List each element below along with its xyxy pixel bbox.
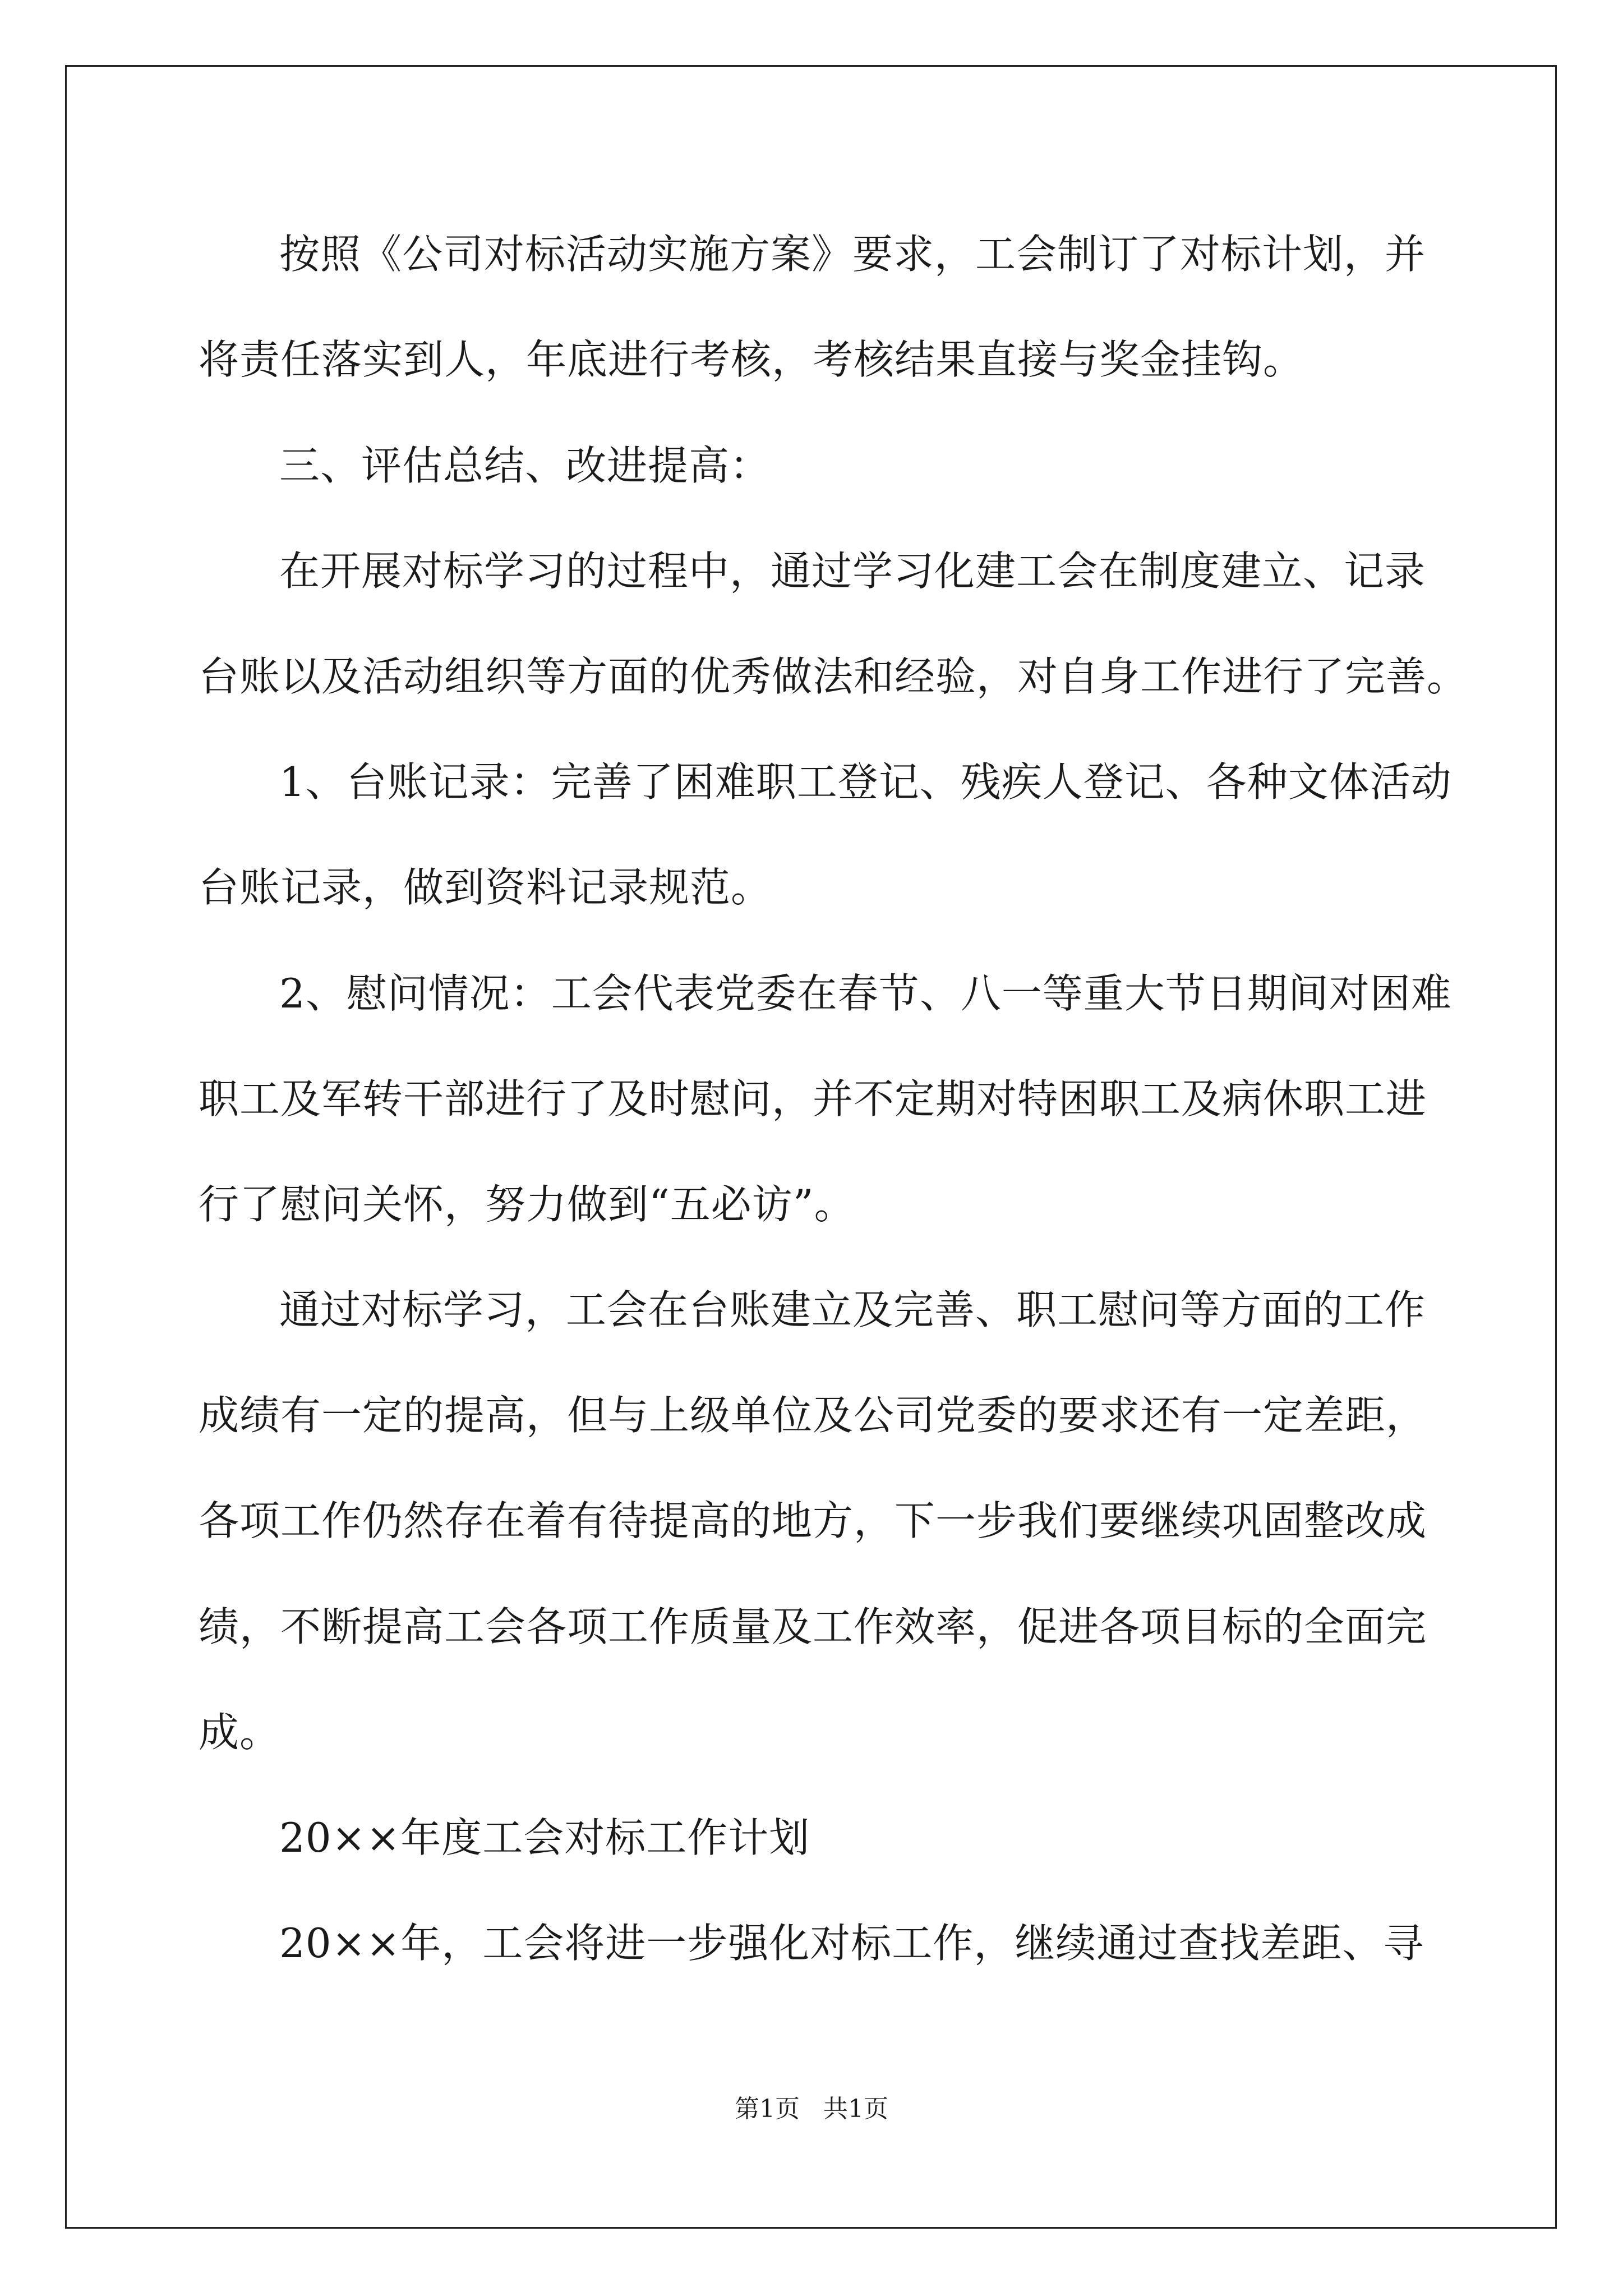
text-line: 按照《公司对标活动实施方案》要求，工会制订了对标计划，并 bbox=[279, 231, 1426, 278]
plan-title: 20××年度工会对标工作计划 bbox=[279, 1814, 810, 1861]
text-line: 2、慰问情况：工会代表党委在春节、八一等重大节日期间对困难 bbox=[279, 970, 1452, 1017]
text-line: 各项工作仍然存在着有待提高的地方，下一步我们要继续巩固整改成 bbox=[199, 1497, 1427, 1544]
text-line: 成。 bbox=[199, 1709, 281, 1756]
text-line: 成绩有一定的提高，但与上级单位及公司党委的要求还有一定差距， bbox=[199, 1392, 1427, 1439]
text-line: 20××年，工会将进一步强化对标工作，继续通过查找差距、寻 bbox=[279, 1920, 1424, 1967]
text-line: 职工及军转干部进行了及时慰问，并不定期对特困职工及病休职工进 bbox=[199, 1075, 1427, 1122]
text-line: 绩，不断提高工会各项工作质量及工作效率，促进各项目标的全面完 bbox=[199, 1603, 1427, 1650]
text-line: 1、台账记录：完善了困难职工登记、残疾人登记、各种文体活动 bbox=[279, 758, 1452, 806]
text-line: 在开展对标学习的过程中，通过学习化建工会在制度建立、记录 bbox=[279, 547, 1426, 595]
text-line: 台账记录，做到资料记录规范。 bbox=[199, 864, 772, 911]
page-border bbox=[65, 65, 1557, 2229]
page-footer: 第1页 共1页 bbox=[735, 2095, 888, 2123]
section-heading: 三、评估总结、改进提高： bbox=[279, 442, 771, 489]
text-line: 台账以及活动组织等方面的优秀做法和经验，对自身工作进行了完善。 bbox=[199, 653, 1468, 700]
text-line: 行了慰问关怀，努力做到“五必访”。 bbox=[199, 1181, 855, 1228]
text-line: 通过对标学习，工会在台账建立及完善、职工慰问等方面的工作 bbox=[279, 1286, 1426, 1333]
text-line: 将责任落实到人，年底进行考核，考核结果直接与奖金挂钩。 bbox=[199, 336, 1304, 383]
